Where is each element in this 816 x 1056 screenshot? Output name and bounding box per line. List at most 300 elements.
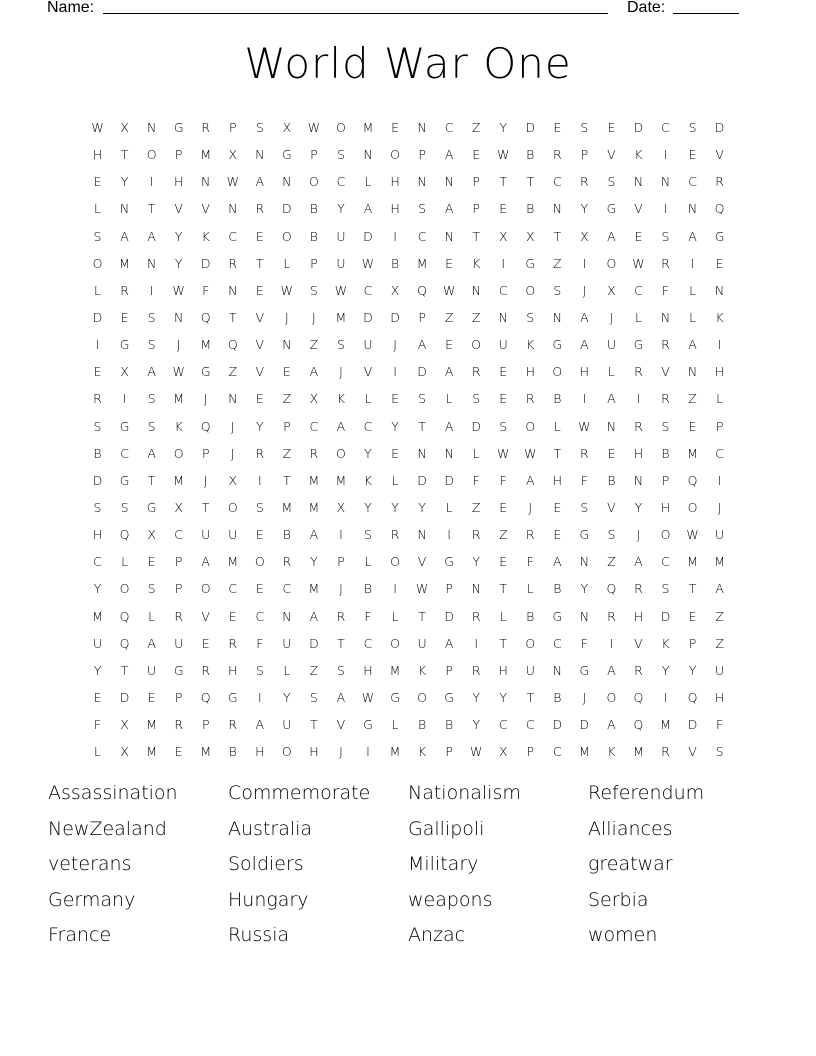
grid-letter: P [445,581,453,597]
grid-letter: G [444,554,454,570]
grid-letter: U [498,337,508,353]
grid-letter: Z [309,337,319,353]
grid-letter: K [417,662,427,678]
grid-letter: A [634,554,643,570]
grid-letter: Y [580,581,589,597]
grid-letter: M [119,255,130,271]
grid-letter: N [417,527,427,543]
grid-letter: N [660,310,671,326]
grid-letter: I [393,581,397,597]
grid-letter: R [228,635,238,651]
grid-letter: O [525,635,536,651]
grid-letter: D [119,690,130,706]
grid-letter: D [552,717,563,733]
grid-letter: S [147,581,156,597]
grid-letter: S [147,418,156,434]
grid-letter: Y [391,500,399,516]
grid-letter: W [578,418,591,434]
word-list-item: Russia [228,924,290,946]
grid-letter: L [391,608,399,624]
grid-letter: A [607,662,616,678]
grid-letter: L [553,418,561,434]
grid-letter: S [255,120,264,136]
grid-letter: E [553,500,562,516]
grid-letter: E [499,364,508,380]
grid-letter: C [309,418,319,434]
grid-letter: A [607,391,616,407]
grid-letter: P [201,717,210,733]
grid-letter: G [282,147,292,163]
word-list-item: Nationalism [408,782,521,804]
grid-letter: E [120,310,129,326]
grid-letter: C [634,282,643,298]
grid-letter: C [552,635,562,651]
grid-letter: S [499,418,508,434]
grid-letter: L [364,554,372,570]
grid-letter: N [282,608,292,624]
grid-letter: W [497,147,510,163]
grid-letter: Y [283,690,291,706]
grid-letter: C [498,717,508,733]
grid-letter: I [257,690,262,706]
name-label: Name: [47,0,95,16]
name-blank-line[interactable] [103,0,608,14]
grid-letter: V [607,147,616,163]
word-list-item: Soldiers [228,853,304,875]
grid-letter: E [634,228,643,244]
grid-letter: N [228,391,238,407]
grid-letter: O [254,554,265,570]
grid-letter: E [255,228,264,244]
grid-letter: A [147,635,156,651]
grid-letter: R [471,662,481,678]
grid-letter: E [391,445,399,461]
grid-letter: U [92,635,103,651]
grid-letter: G [173,120,184,136]
grid-letter: X [147,527,156,543]
grid-letter: E [255,282,264,298]
grid-letter: P [526,744,535,760]
grid-letter: R [471,364,481,380]
grid-letter: J [609,310,614,326]
grid-letter: G [227,690,238,706]
grid-letter: J [339,364,343,380]
grid-letter: O [173,445,184,461]
grid-letter: H [228,662,238,678]
grid-letter: Q [200,690,211,706]
grid-letter: A [255,717,265,733]
grid-letter: C [363,418,373,434]
grid-letter: E [553,527,562,543]
grid-letter: V [417,554,427,570]
grid-letter: S [255,500,264,516]
grid-letter: E [147,554,156,570]
grid-letter: R [390,527,400,543]
grid-letter: G [444,690,454,706]
grid-letter: K [472,255,481,271]
grid-letter: A [309,608,319,624]
grid-letter: B [309,228,318,244]
grid-letter: T [120,147,129,163]
grid-letter: A [688,337,697,353]
grid-letter: G [714,228,725,244]
grid-letter: L [94,201,101,217]
grid-letter: E [93,364,102,380]
grid-letter: J [230,445,235,461]
grid-letter: U [606,337,616,353]
grid-letter: S [688,120,697,136]
grid-letter: E [499,201,508,217]
grid-letter: U [336,228,346,244]
grid-letter: E [688,608,697,624]
grid-letter: T [283,472,291,488]
grid-letter: E [228,608,237,624]
grid-letter: O [660,527,671,543]
grid-letter: D [92,310,103,326]
grid-letter: O [390,147,400,163]
grid-letter: K [607,744,616,760]
grid-letter: Q [633,717,644,733]
grid-letter: Z [444,310,454,326]
grid-letter: D [444,608,454,624]
grid-letter: G [119,337,130,353]
grid-letter: G [200,364,211,380]
grid-letter: G [633,337,644,353]
grid-letter: Y [391,418,399,434]
grid-letter: D [417,364,427,380]
grid-letter: S [147,310,156,326]
grid-letter: H [92,527,103,543]
grid-letter: H [579,364,590,380]
grid-letter: G [552,337,563,353]
grid-letter: Q [633,690,644,706]
grid-letter: Y [310,554,318,570]
grid-letter: N [687,201,698,217]
grid-letter: E [391,391,399,407]
grid-letter: N [282,174,292,190]
grid-letter: W [334,282,348,298]
grid-letter: S [147,337,156,353]
grid-letter: W [172,364,185,380]
grid-letter: L [472,445,480,461]
grid-letter: J [582,690,587,706]
grid-letter: O [200,581,211,597]
grid-letter: W [442,282,456,298]
grid-letter: L [634,310,642,326]
grid-letter: P [174,690,183,706]
grid-letter: P [445,662,453,678]
grid-letter: C [282,581,292,597]
grid-letter: Q [119,527,130,543]
grid-letter: V [336,717,346,733]
grid-letter: D [363,310,373,326]
grid-letter: L [499,608,507,624]
grid-letter: Z [553,255,562,271]
grid-letter: T [201,500,210,516]
date-blank-line[interactable] [673,0,739,14]
grid-letter: H [363,662,373,678]
word-list-item: Germany [48,888,136,911]
word-list-item: women [588,924,658,946]
grid-letter: Y [364,500,372,516]
grid-letter: P [472,201,480,217]
grid-letter: I [149,174,154,190]
grid-letter: O [281,744,292,760]
grid-letter: N [282,337,292,353]
grid-letter: G [173,662,184,678]
word-list-item: France [48,924,112,946]
grid-letter: D [714,120,725,136]
grid-letter: S [661,581,670,597]
grid-letter: B [607,472,616,488]
grid-letter: X [174,500,183,516]
grid-letter: N [201,174,211,190]
grid-letter: R [661,337,670,353]
word-list-item: Alliances [588,817,673,840]
grid-letter: S [336,337,345,353]
grid-letter: U [336,255,346,271]
grid-letter: N [552,662,562,678]
grid-letter: M [389,662,401,678]
grid-letter: N [146,255,157,271]
word-list-item: Referendum [588,782,705,804]
grid-letter: T [688,581,697,597]
grid-letter: M [687,554,698,570]
grid-letter: O [606,690,617,706]
grid-letter: D [417,472,427,488]
grid-letter: A [363,201,373,217]
grid-letter: M [362,120,374,136]
grid-letter: E [255,527,264,543]
grid-letter: S [661,418,670,434]
grid-letter: Y [255,418,264,434]
grid-letter: T [553,445,562,461]
grid-letter: C [417,228,427,244]
grid-letter: C [552,174,562,190]
grid-letter: N [173,310,184,326]
grid-letter: H [633,608,644,624]
grid-letter: I [393,228,397,244]
grid-letter: I [474,635,479,651]
grid-letter: Y [580,201,589,217]
grid-letter: Q [200,310,211,326]
grid-letter: K [634,147,643,163]
grid-letter: A [580,310,589,326]
grid-letter: I [366,744,370,760]
grid-letter: I [339,527,343,543]
grid-letter: Q [119,608,130,624]
grid-letter: Z [309,662,319,678]
grid-letter: Y [499,120,508,136]
grid-letter: I [609,635,614,651]
grid-letter: Y [661,662,670,678]
grid-letter: R [282,554,292,570]
grid-letter: O [390,635,400,651]
grid-letter: X [390,282,400,298]
grid-letter: L [716,391,724,407]
grid-letter: C [661,120,670,136]
grid-letter: E [607,445,616,461]
grid-letter: I [582,255,587,271]
grid-letter: N [660,174,671,190]
grid-letter: B [309,201,318,217]
grid-letter: M [308,500,320,516]
grid-letter: I [122,391,127,407]
grid-letter: P [445,744,453,760]
grid-letter: P [418,310,426,326]
grid-letter: N [579,608,590,624]
grid-letter: A [309,527,319,543]
grid-letter: M [416,255,428,271]
grid-letter: F [499,472,507,488]
grid-letter: U [363,337,373,353]
grid-letter: J [636,527,641,543]
date-label: Date: [627,0,666,16]
grid-letter: A [336,690,346,706]
grid-letter: X [336,500,346,516]
grid-letter: P [337,554,345,570]
grid-letter: E [147,690,156,706]
grid-letter: M [281,500,293,516]
grid-letter: O [525,418,536,434]
grid-letter: R [255,201,265,217]
grid-letter: E [201,635,210,651]
grid-letter: T [472,228,480,244]
grid-letter: C [174,527,184,543]
grid-letter: X [498,744,508,760]
grid-letter: E [255,581,264,597]
grid-letter: R [336,608,346,624]
grid-letter: T [418,608,426,624]
grid-letter: P [310,147,318,163]
grid-letter: D [363,228,373,244]
grid-letter: V [174,201,183,217]
grid-letter: W [91,120,104,136]
grid-letter: L [121,554,129,570]
grid-letter: G [119,418,130,434]
word-list-item: Commemorate [228,782,371,804]
grid-letter: H [309,744,319,760]
grid-letter: S [715,744,724,760]
grid-letter: X [228,472,238,488]
grid-letter: E [174,744,183,760]
grid-letter: U [228,527,238,543]
grid-letter: R [525,391,535,407]
header-line [47,0,747,19]
grid-letter: C [444,120,454,136]
grid-letter: F [364,608,372,624]
grid-letter: O [525,282,536,298]
grid-letter: K [201,228,210,244]
grid-letter: N [633,472,644,488]
grid-letter: N [417,120,427,136]
grid-letter: Y [93,581,102,597]
grid-letter: J [393,337,397,353]
grid-letter: C [552,744,562,760]
grid-letter: R [661,255,670,271]
grid-letter: I [663,147,668,163]
grid-letter: D [633,120,644,136]
grid-letter: H [390,174,400,190]
grid-letter: D [282,201,292,217]
grid-letter: P [228,120,237,136]
grid-letter: G [579,527,590,543]
grid-letter: V [634,201,643,217]
grid-letter: S [120,500,129,516]
grid-letter: Y [174,228,183,244]
word-list-item: Gallipoli [408,817,485,840]
word-list-item: greatwar [588,853,673,875]
grid-letter: R [174,608,183,624]
grid-letter: A [255,174,265,190]
grid-letter: B [93,445,102,461]
grid-letter: X [282,120,292,136]
grid-letter: N [714,282,725,298]
grid-letter: D [92,472,103,488]
grid-letter: I [447,527,451,543]
grid-letter: C [363,282,373,298]
grid-letter: J [339,744,343,760]
grid-letter: S [309,690,318,706]
grid-letter: L [445,500,453,516]
grid-letter: T [255,255,264,271]
grid-letter: C [336,174,346,190]
grid-letter: L [148,608,156,624]
grid-letter: P [174,554,183,570]
grid-letter: G [146,500,157,516]
grid-letter: O [92,255,103,271]
grid-letter: S [472,391,481,407]
grid-letter: X [120,364,129,380]
grid-letter: T [526,690,535,706]
grid-letter: K [417,744,427,760]
grid-letter: H [255,744,265,760]
grid-letter: R [715,174,724,190]
grid-letter: H [92,147,103,163]
grid-letter: G [606,201,617,217]
grid-letter: B [526,201,535,217]
grid-letter: P [472,174,480,190]
grid-letter: P [418,147,426,163]
grid-letter: E [282,364,291,380]
grid-letter: S [661,228,670,244]
grid-letter: R [471,608,481,624]
grid-letter: N [687,364,698,380]
grid-letter: J [528,500,533,516]
grid-letter: X [228,147,238,163]
grid-letter: E [93,174,102,190]
grid-letter: Y [120,174,129,190]
grid-letter: S [336,147,345,163]
grid-letter: N [119,201,130,217]
grid-letter: I [690,255,695,271]
grid-letter: I [95,337,100,353]
grid-letter: A [309,364,319,380]
grid-letter: K [526,337,535,353]
page-title: World War One [244,39,572,88]
grid-letter: Q [200,418,211,434]
grid-letter: G [579,662,590,678]
grid-letter: P [174,147,183,163]
grid-letter: R [661,391,670,407]
grid-letter: L [526,581,534,597]
grid-letter: N [417,445,427,461]
grid-letter: Y [472,717,480,733]
grid-letter: C [255,608,265,624]
grid-letter: C [498,282,508,298]
grid-letter: A [336,418,346,434]
grid-letter: X [120,717,129,733]
